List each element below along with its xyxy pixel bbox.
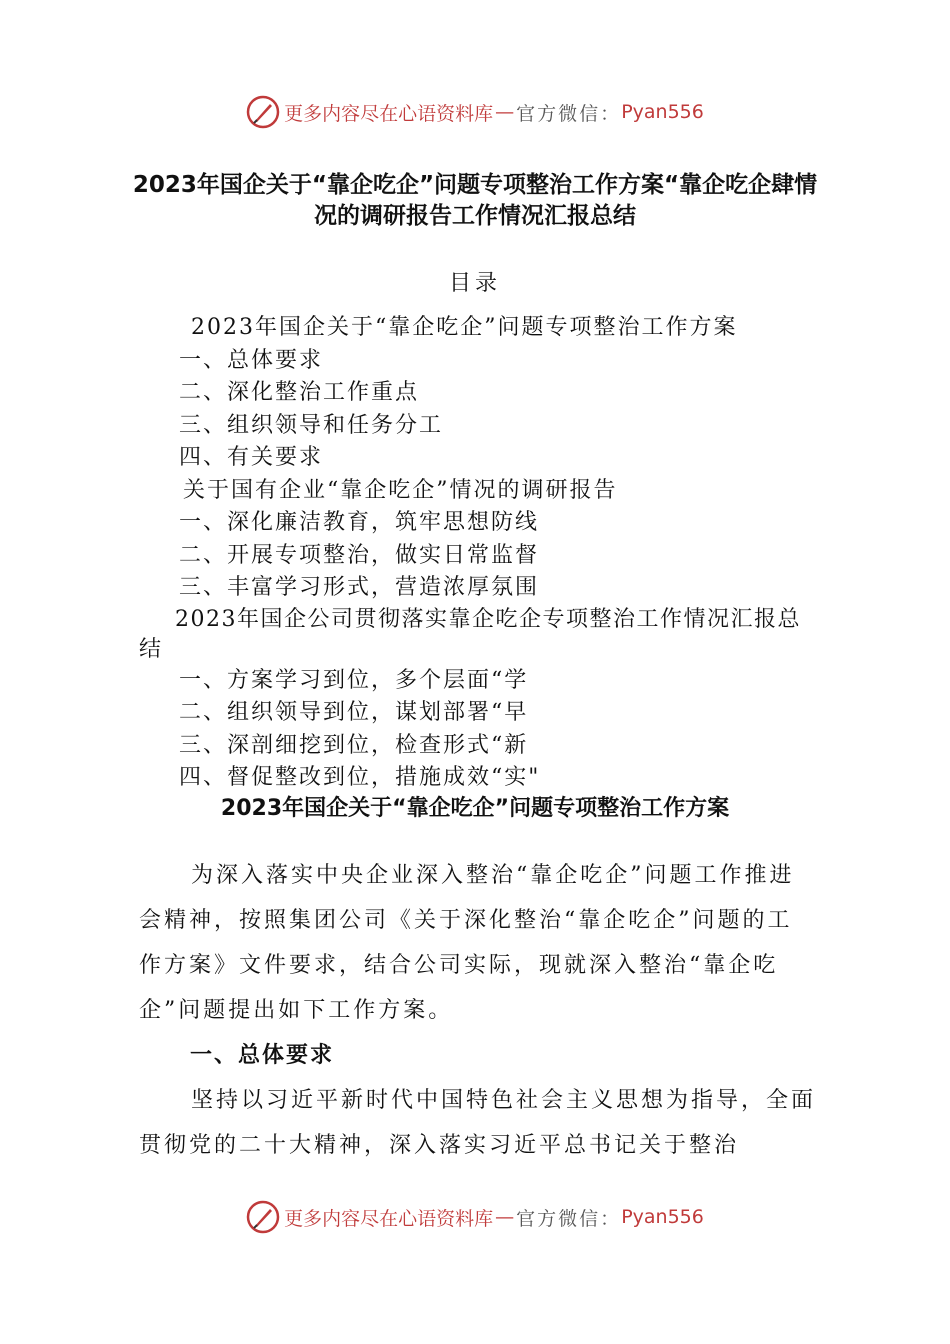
quill-logo-icon xyxy=(246,95,280,129)
quill-logo-icon xyxy=(246,1200,280,1234)
toc-item[interactable]: 2023年国企公司贯彻落实靠企吃企专项整治工作情况汇报总结 xyxy=(139,606,801,662)
toc-item[interactable]: 二、组织领导到位，谋划部署“早 xyxy=(179,700,529,725)
toc-item[interactable]: 关于国有企业“靠企吃企”情况的调研报告 xyxy=(183,477,618,503)
toc-item[interactable]: 三、丰富学习形式，营造浓厚氛围 xyxy=(179,575,540,600)
banner-dash: — xyxy=(495,1206,515,1228)
toc-item[interactable]: 一、方案学习到位，多个层面“学 xyxy=(179,667,529,693)
toc-heading: 目录 xyxy=(448,271,501,296)
document-title: 2023年国企关于“靠企吃企”问题专项整治工作方案“靠企吃企肆情况的调研报告工作情况汇报总结 xyxy=(132,172,818,229)
section-title: 2023年国企关于“靠企吃企”问题专项整治工作方案 xyxy=(220,796,730,821)
toc-item[interactable]: 四、督促整改到位，措施成效“实" xyxy=(179,765,541,790)
bottom-banner[interactable] xyxy=(0,1197,950,1237)
banner-wechat-label: 官方微信： xyxy=(516,1207,622,1230)
toc-item[interactable]: 一、总体要求 xyxy=(179,347,324,373)
body-paragraph: 坚持以习近平新时代中国特色社会主义思想为指导，全面贯彻党的二十大精神，深入落实习近平总书记关于整治 xyxy=(139,1088,817,1158)
top-banner[interactable] xyxy=(0,92,950,132)
banner-wechat-id: Pyan556 xyxy=(621,1206,704,1228)
heading-general-requirements: 一、总体要求 xyxy=(190,1043,335,1068)
intro-paragraph: 为深入落实中央企业深入整治“靠企吃企”问题工作推进会精神，按照集团公司《关于深化整治“靠企吃企”问题的工作方案》文件要求，结合公司实际，现就深入整治“靠企吃企”问题提出如下工作方案。 xyxy=(139,863,795,1023)
banner-site-text: 更多内容尽在心语资料库 xyxy=(284,102,494,125)
toc-item[interactable]: 二、深化整治工作重点 xyxy=(179,380,420,405)
toc-item[interactable]: 三、深剖细挖到位，检查形式“新 xyxy=(179,732,529,758)
banner-site-text: 更多内容尽在心语资料库 xyxy=(284,1207,494,1230)
toc-item[interactable]: 二、开展专项整治，做实日常监督 xyxy=(179,542,540,568)
toc-item[interactable]: 一、深化廉洁教育，筑牢思想防线 xyxy=(179,510,540,535)
toc-item[interactable]: 四、有关要求 xyxy=(179,445,324,470)
banner-dash: — xyxy=(495,101,515,123)
toc-item[interactable]: 2023年国企关于“靠企吃企”问题专项整治工作方案 xyxy=(191,315,738,340)
toc-item[interactable]: 三、组织领导和任务分工 xyxy=(179,412,444,438)
banner-wechat-label: 官方微信： xyxy=(516,102,622,125)
table-of-contents xyxy=(139,312,819,795)
banner-wechat-id: Pyan556 xyxy=(621,101,704,123)
